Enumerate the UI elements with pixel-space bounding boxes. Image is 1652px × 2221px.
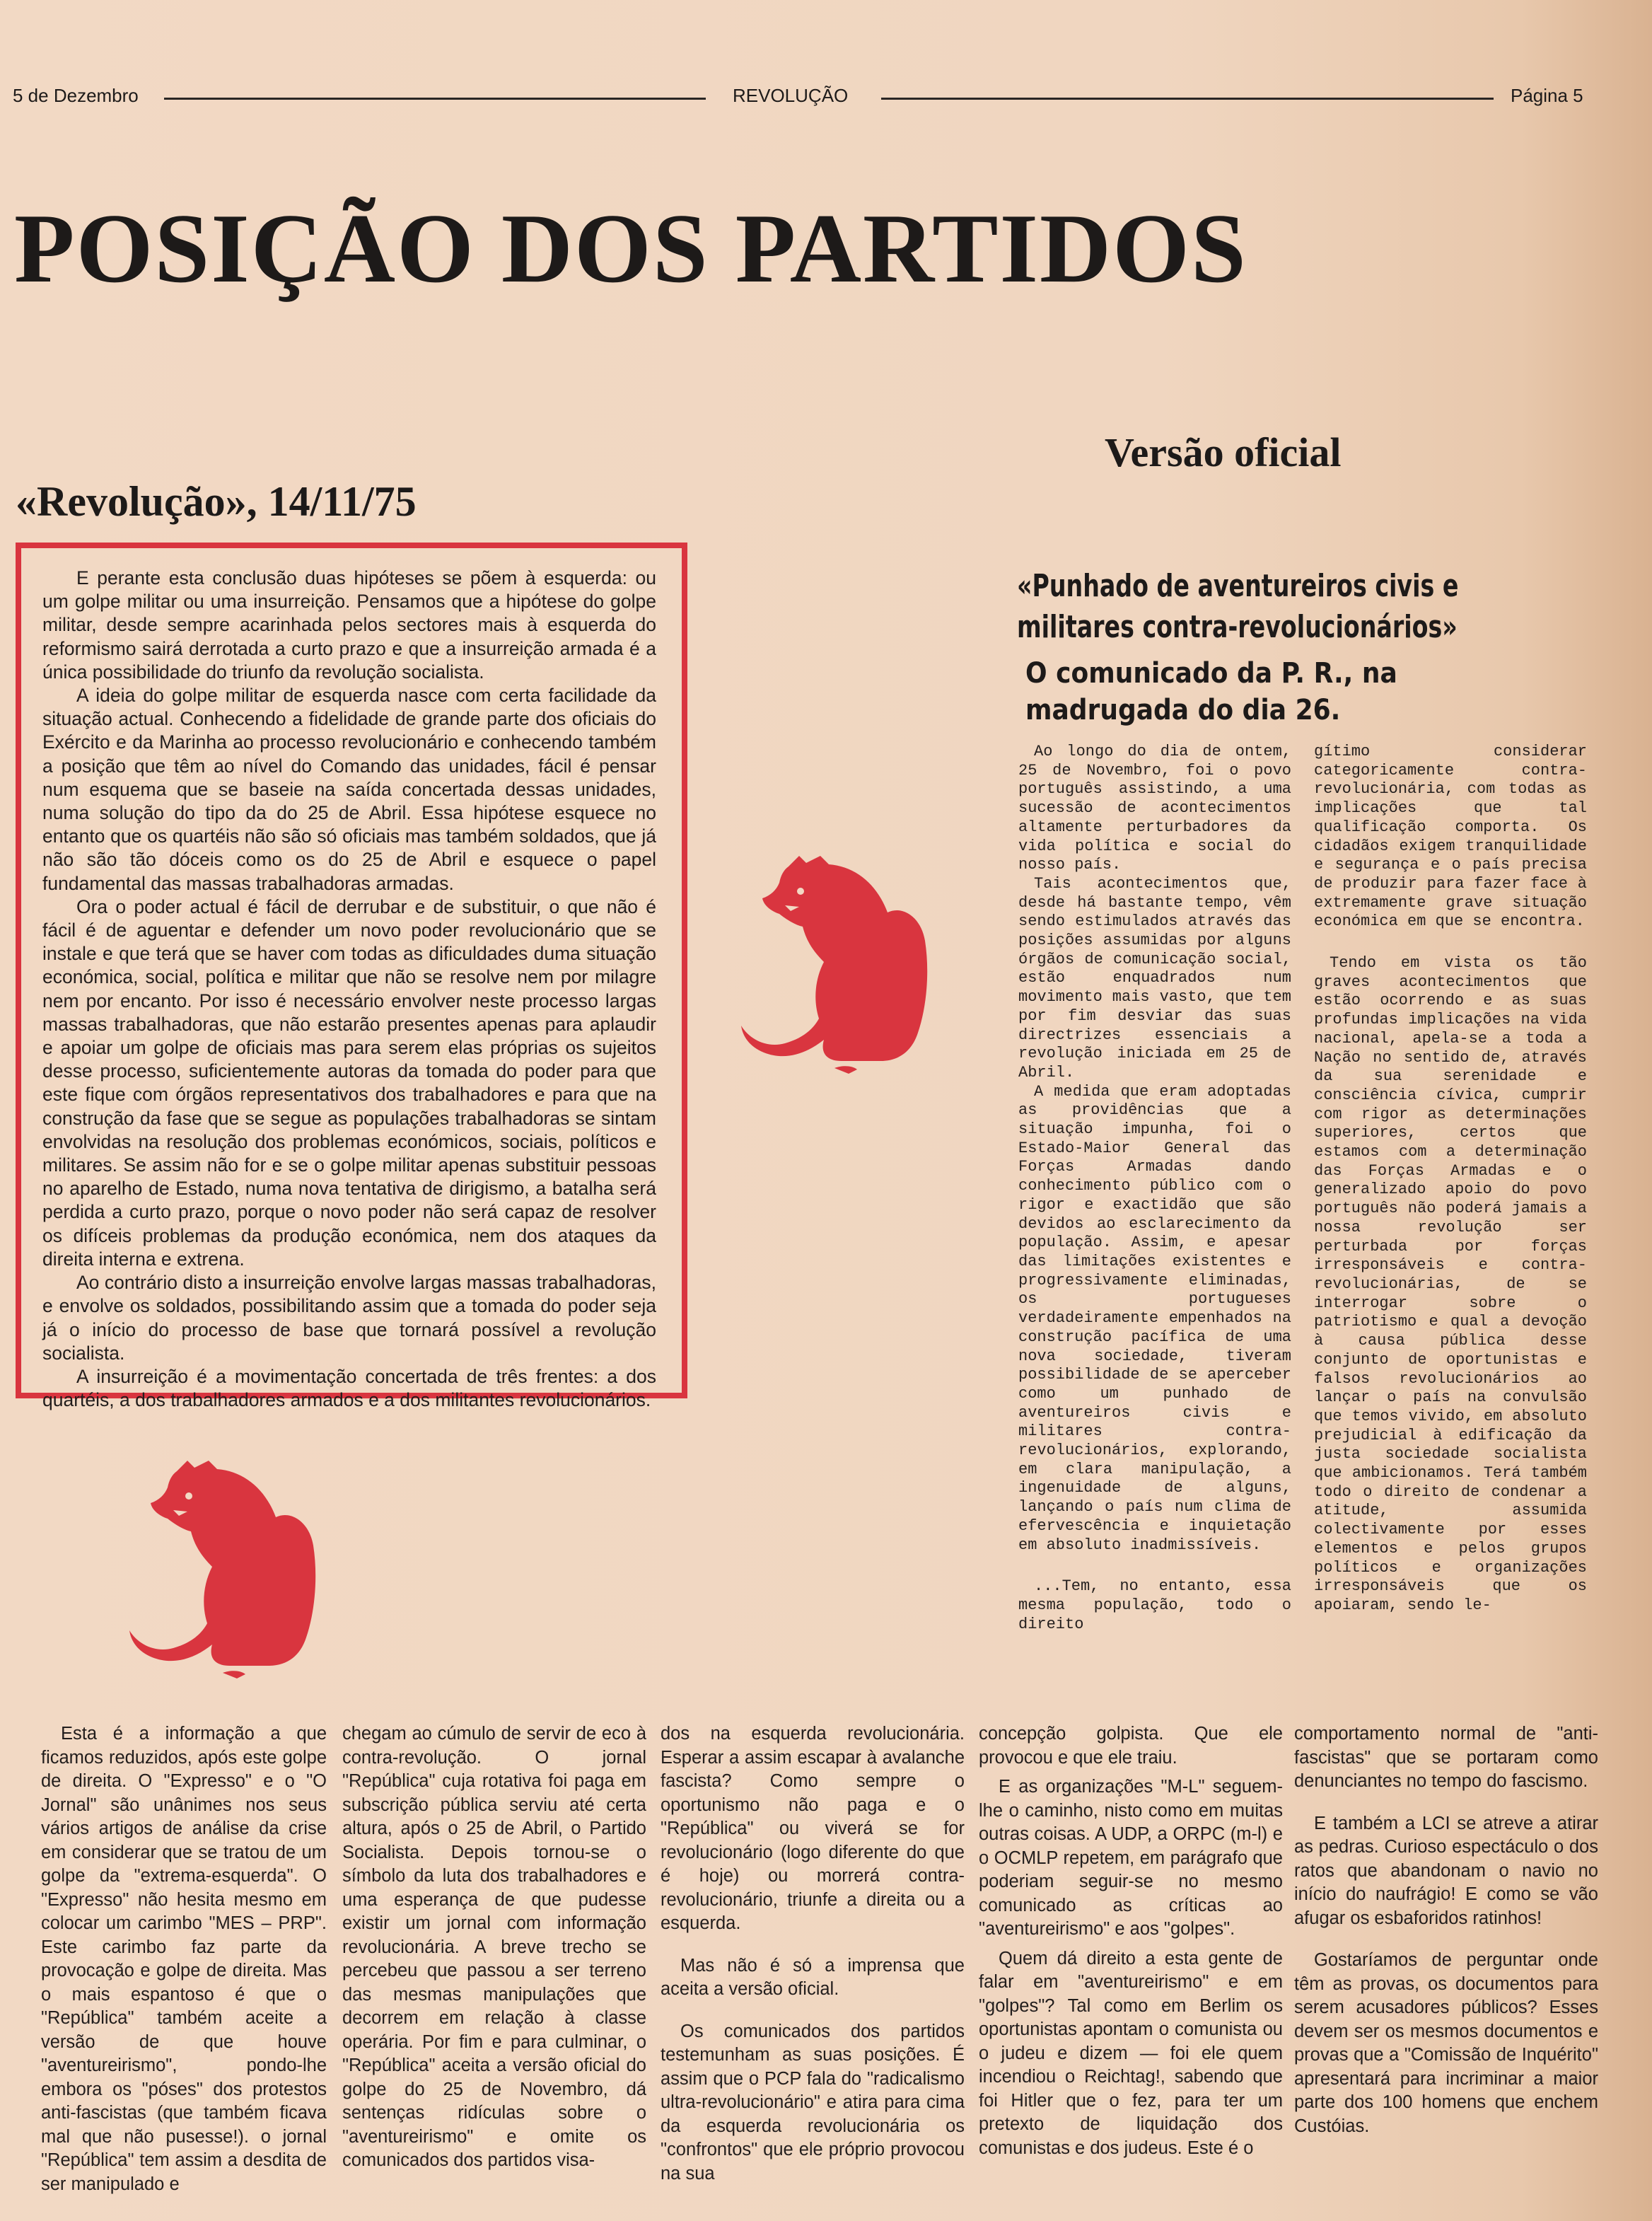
column-paragraph: E também a LCI se atreve a atirar as pedras. Curioso espectáculo o dos ratos que abandonam o navio no início do naufrágio! E como se vão afugar os esbaforidos ratinhos!: [1294, 1813, 1598, 1928]
communique-paragraph: Tais acontecimentos que, desde há bastante tempo, vêm sendo estimulados através das posições assumidas por alguns órgãos de comunicação social, estão enquadrados num movimento mais vasto, que tem por fim desviar das suas directrizes essenciais a revolução iniciada em 25 de Abril.: [1018, 874, 1291, 1081]
official-communique-column-1: [1018, 743, 1291, 1634]
header-date: 5 de Dezembro: [13, 85, 139, 106]
column-paragraph: E as organizações "M-L" seguem-lhe o caminho, nisto como em muitas outras coisas. A UDP, a ORPC (m-l) e o OCMLP repetem, em parágrafo que poderiam seguir-se no mesmo comunicado as críticas ao "aventureirismo" e aos "golpes".: [979, 1777, 1283, 1939]
communique-paragraph: A medida que eram adoptadas as providências que a situação impunha, foi o Estado-Maior General das Forças Armadas dando conhecimento público com o rigor e exactidão que são devidos ao esclarecimento da população. Assim, e apesar das limitações existentes e progressivamente eliminadas, os portugueses verdadeiramente empenhados na construção pacífica de uma nova sociedade, tiveram possibilidade de se aperceber como um punhado de aventureiros civis e militares contra-revolucionários, explorando, em clara manipulação, a ingenuidade de alguns, lançando o país num clima de efervescência e inquietação em absoluto inadmissíveis.: [1018, 1082, 1291, 1554]
header-publication: REVOLUÇÃO: [733, 85, 849, 106]
column-paragraph: chegam ao cúmulo de servir de eco à contra-revolução. O jornal "República" cuja rotativa foi paga em subscrição pública serviu até certa altura, após o 25 de Abril, o Partido Socialista. Depois tornou-se o símbolo da luta dos trabalhadores e uma esperança de que pudesse existir um jornal com informação revolucionária. A breve trecho se percebeu que passou a ser terreno das mesmas manipulações que decorrem em relação à classe operária. Por fim e para culminar, o "República" aceita a versão oficial do golpe do 25 de Novembro, dá sentenças ridículas sobre o "aventureirismo" e omite os comunicados dos partidos visa-: [342, 1724, 646, 2170]
column-paragraph: dos na esquerda revolucionária. Esperar a assim escapar à avalanche fascista? Como sempre o oportunismo não paga e o "República" ou viverá se for revolucionário (logo diferente do que é hoje) ou morrerá contra-revolucionário, triunfe a direita ou a esquerda.: [661, 1724, 965, 1933]
boxed-paragraph: E perante esta conclusão duas hipóteses se põem à esquerda: ou um golpe militar ou uma insurreição. Pensamos que a hipótese do golpe militar, desde sempre acarinhada pelos sectores mais à esquerda do reformismo sairá derrotada a curto prazo e que a insurreição armada é a única possibilidade do triunfo da revolução socialista.: [42, 567, 656, 683]
communique-paragraph: Tendo em vista os tão graves acontecimentos que estão ocorrendo e as suas profundas implicações na vida nacional, apela-se a toda a Nação no sentido de, através da sua serenidade e consciência cívica, cumprir com rigor as determinações superiores, certos que estamos com a determinação das Forças Armadas e o generalizado apoio do povo português não poderá jamais a nossa revolução ser perturbada por forças irresponsáveis e contra-revolucionárias, de se interrogar sobre o patriotismo e qual a devoção à causa pública desse conjunto de oportunistas e falsos revolucionários ao lançar o país na convulsão que temos vivido, em absoluto prejudicial à edificação da justa sociedade socialista que ambicionamos. Terá também todo o direito de condenar a atitude, assumida colectivamente por esses elementos e pelos grupos políticos e organizações irresponsáveis que os apoiaram, sendo le-: [1314, 954, 1587, 1614]
bottom-column-2: [342, 1722, 646, 2191]
bottom-column-3: [661, 1722, 965, 2204]
bottom-column-5: [1294, 1722, 1598, 2157]
communique-paragraph: gítimo considerar categoricamente contra-revolucionária, com todas as implicações que tal qualificação comporta. Os cidadãos exigem tranquilidade e segurança e o país precisa de produzir para fazer face à extremamente grave situação económica em que se encontra.: [1314, 743, 1587, 931]
header-page-number: Página 5: [1511, 85, 1583, 106]
boxed-paragraph: Ao contrário disto a insurreição envolve largas massas trabalhadoras, e envolve os soldados, possibilitando assim que a tomada do poder seja já o início do processo de base que tornará possível a revolução socialista.: [42, 1272, 656, 1364]
official-communique-column-2: [1314, 743, 1587, 1616]
column-paragraph: Gostaríamos de perguntar onde têm as provas, os documentos para serem acusadores públicos? Esses devem ser os mesmos documentos e provas que a "Comissão de Inquérito" apresentará para incriminar a maior parte dos 100 homens que enchem Custóias.: [1294, 1950, 1598, 2136]
official-article-subtitle: O comunicado da P. R., na madrugada do dia 26.: [1025, 657, 1397, 726]
communique-paragraph: Ao longo do dia de ontem, 25 de Novembro, foi o povo português assistindo, a uma sucessão de acontecimentos altamente perturbadores da vida política e social do nosso país.: [1018, 743, 1291, 874]
section-title-revolucao: «Revolução», 14/11/75: [16, 478, 417, 525]
header-rule-right: [881, 98, 1494, 100]
header-rule-left: [164, 98, 706, 100]
communique-paragraph: ...Tem, no entanto, essa mesma população, todo o direito: [1018, 1577, 1291, 1633]
column-paragraph: comportamento normal de "anti-fascistas" que se portaram como denunciantes no tempo do fascismo.: [1294, 1724, 1598, 1791]
boxed-paragraph: A ideia do golpe militar de esquerda nasce com certa facilidade da situação actual. Conhecendo a fidelidade de grande parte dos oficiais do Exército e da Marinha ao processo revolucionário e conhecendo também a posição que têm ao nível do Comando das unidades, fácil é pensar num esquema que se baseie na saída concertada dessas unidades, numa solução do tipo da do 25 de Abril. Essa hipótese esquece no entanto que os quartéis não são só oficiais mas também soldados, que já não são tão dóceis como os do 25 de Abril e esquece o papel fundamental das massas trabalhadoras armadas.: [42, 685, 656, 894]
boxed-paragraph: A insurreição é a movimentação concertada de três frentes: a dos quartéis, a dos trabalhadores armados e a dos militantes revolucionários.: [42, 1365, 656, 1411]
show-through-ghost-text: [297, 134, 308, 182]
column-paragraph: Mas não é só a imprensa que aceita a versão oficial.: [661, 1955, 965, 1999]
bottom-column-1: [41, 1722, 327, 2215]
column-paragraph: Os comunicados dos partidos testemunham as suas posições. É assim que o PCP fala do "radicalismo ultra-revolucionário" e atira para cima da esquerda revolucionária os "confrontos" que ele próprio provocou na sua: [661, 2021, 965, 2184]
section-label-versao-oficial: Versão oficial: [1105, 429, 1342, 475]
page-headline: POSIÇÃO DOS PARTIDOS: [14, 194, 1247, 303]
column-paragraph: Esta é a informação a que ficamos reduzidos, após este golpe de direita. O "Expresso" e o "O Jornal" são unânimes nos seus vários artigos de análise da crise em considerar que se tratou de um golpe da "extrema-esquerda". O "Expresso" não hesita mesmo em colocar um carimbo "MES – PRP". Este carimbo faz parte da provocação e golpe de direita. Mas o mais espantoso é que o "República" também aceite a versão de que houve "aventureirismo", pondo-lhe embora os "póses" dos protestos anti-fascistas (que também ficava mal que não pusesse!). o jornal "República" tem assim a desdita de ser manipulado e: [41, 1724, 327, 2194]
official-article-title: «Punhado de aventureiros civis e militares contra-revolucionários»: [1017, 568, 1459, 645]
rat-illustration-icon: [735, 828, 948, 1082]
column-paragraph: Quem dá direito a esta gente de falar em "aventureirismo" e em "golpes"? Tal como em Berlim os oportunistas apontam o comunista ou o judeu e dizem — foi ele quem incendiou o Reichtag!, sabendo que foi Hitler que o fez, para ter um pretexto de liquidação dos comunistas e dos judeus. Este é o: [979, 1948, 1283, 2158]
boxed-paragraph: Ora o poder actual é fácil de derrubar e de substituir, o que não é fácil é de aguentar e defender um novo poder revolucionário que se instale e que terá que se haver com todas as dificuldades duma situação económica, social, política e militar que não se resolve nem por milagre nem por encanto. Por isso é necessário envolver neste processo largas massas trabalhadoras, que não estarão presentes apenas para aplaudir e apoiar um golpe de oficiais mas para serem elas próprias os sujeitos desse processo, suficientemente autoras da tomada do poder para que este fique com órgãos representativos dos trabalhadores e para que na construção da fase que se segue as populações trabalhadoras se sintam envolvidas na resolução dos problemas económicos, sociais, políticos e militares. Se assim não for e se o golpe militar apenas substituir pessoas no aparelho de Estado, numa nova tentativa de dirigismo, a batalha será perdida a curto prazo, porque o novo poder não será capaz de resolver os difíceis problemas da produção económica, nem dos ataques da direita interna e extrena.: [42, 895, 656, 1270]
bottom-column-4: [979, 1722, 1283, 2179]
rat-illustration-icon: [124, 1432, 336, 1687]
boxed-article: [16, 543, 687, 1411]
column-paragraph: concepção golpista. Que ele provocou e que ele traiu.: [979, 1724, 1283, 1768]
